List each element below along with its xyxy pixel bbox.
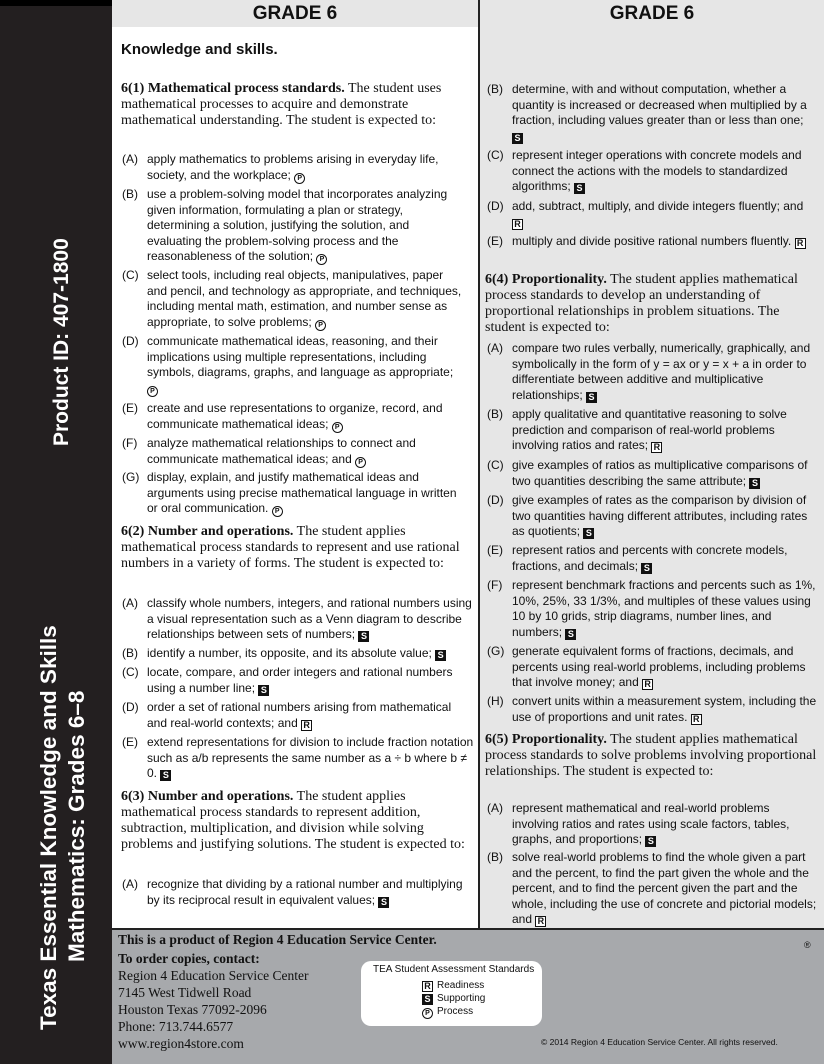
item-letter: (B)	[487, 82, 503, 96]
item-letter: (E)	[487, 543, 503, 557]
supporting-badge-icon: S	[160, 770, 171, 781]
standard-item	[487, 458, 817, 489]
document-title-line2: Mathematics: Grades 6–8	[64, 690, 89, 962]
item-text: multiply and divide positive rational numbers fluently.	[512, 234, 792, 248]
item-text: apply qualitative and quantitative reasoning to solve prediction and comparison of real-world problems involving ratios and rates;	[512, 407, 787, 452]
standard-6-3	[121, 789, 473, 853]
supporting-badge-icon: S	[565, 629, 576, 640]
product-line: This is a product of Region 4 Education Service Center.	[118, 932, 437, 947]
standard-item	[122, 665, 474, 696]
standard-item	[487, 801, 817, 848]
item-text: analyze mathematical relationships to connect and communicate mathematical ideas; and	[147, 436, 416, 466]
legend-label: Readiness	[437, 980, 485, 991]
standard-title: Number and operations.	[147, 524, 294, 539]
process-badge-icon: P	[332, 422, 343, 433]
item-text: compare two rules verbally, numerically, graphically, and symbolically in the form of y = ax or y = x + a in order to differentiate between additive and multiplicative relationships;	[512, 341, 811, 402]
standard-item	[122, 268, 462, 331]
item-letter: (C)	[122, 665, 139, 679]
supporting-badge-icon: S	[583, 528, 594, 539]
item-text: convert units within a measurement system, including the use of proportions and unit rates.	[512, 694, 817, 724]
process-badge-icon: P	[316, 254, 327, 265]
item-letter: (F)	[122, 436, 138, 450]
readiness-badge-icon: R	[651, 442, 662, 453]
item-text: communicate mathematical ideas, reasoning, and their implications using multiple representations, including symbols, diagrams, graphs, and language as appropriate;	[147, 334, 454, 379]
item-text: display, explain, and justify mathematical ideas and arguments using precise mathematical language in written or oral communication.	[147, 470, 457, 515]
item-text: create and use representations to organize, record, and communicate mathematical ideas;	[147, 401, 443, 431]
item-letter: (B)	[122, 646, 138, 660]
item-letter: (A)	[122, 877, 138, 891]
standard-item	[487, 493, 817, 540]
registered-mark: ®	[804, 940, 811, 950]
standard-item	[487, 543, 817, 574]
supporting-badge-icon: S	[258, 685, 269, 696]
process-badge-icon: P	[147, 386, 158, 397]
standard-intro: The student applies mathematical process standards to develop an understanding of proportional relationships in problem situations. The student is expected to:	[485, 272, 798, 335]
item-text: locate, compare, and order integers and rational numbers using a number line;	[147, 665, 453, 695]
standard-item	[487, 82, 815, 144]
item-text: identify a number, its opposite, and its absolute value;	[147, 646, 432, 660]
legend-item	[422, 1006, 473, 1019]
standard-item	[122, 470, 462, 517]
item-text: represent ratios and percents with concrete models, fractions, and decimals;	[512, 543, 788, 573]
item-letter: (E)	[122, 735, 138, 749]
item-letter: (D)	[122, 334, 139, 348]
standard-item	[487, 407, 817, 454]
item-letter: (B)	[122, 187, 138, 201]
item-letter: (D)	[487, 493, 504, 507]
readiness-badge-icon: R	[535, 916, 546, 927]
item-letter: (A)	[487, 341, 503, 355]
item-letter: (E)	[487, 234, 503, 248]
standard-title: Number and operations.	[147, 789, 294, 804]
item-letter: (A)	[122, 152, 138, 166]
supporting-badge-icon: S	[574, 183, 585, 194]
standard-number: 6(1)	[121, 81, 145, 96]
standard-item	[487, 578, 817, 640]
supporting-badge-icon: S	[435, 650, 446, 661]
readiness-badge-icon: R	[422, 981, 433, 992]
standard-item	[487, 644, 817, 691]
item-letter: (C)	[487, 148, 504, 162]
legend-item	[422, 980, 484, 992]
item-letter: (E)	[122, 401, 138, 415]
standard-6-4	[485, 272, 819, 336]
item-text: represent integer operations with concrete models and connect the actions with the models to standardized algorithms;	[512, 148, 802, 193]
readiness-badge-icon: R	[795, 238, 806, 249]
supporting-badge-icon: S	[586, 392, 597, 403]
readiness-badge-icon: R	[512, 219, 523, 230]
process-badge-icon: P	[355, 457, 366, 468]
item-letter: (H)	[487, 694, 504, 708]
column-divider	[478, 0, 480, 928]
standard-item	[122, 700, 474, 731]
standard-number: 6(5)	[485, 732, 509, 747]
item-text: apply mathematics to problems arising in everyday life, society, and the workplace;	[147, 152, 439, 182]
supporting-badge-icon: S	[645, 836, 656, 847]
address-line-1: Region 4 Education Service Center	[118, 968, 309, 983]
readiness-badge-icon: R	[691, 714, 702, 725]
standard-item	[122, 187, 462, 265]
document-title-line1: Texas Essential Knowledge and Skills	[36, 625, 61, 1030]
readiness-badge-icon: R	[642, 679, 653, 690]
legend-label: Process	[437, 1006, 474, 1017]
item-letter: (D)	[487, 199, 504, 213]
item-letter: (A)	[122, 596, 138, 610]
item-text: generate equivalent forms of fractions, decimals, and percents using real-world problems, including problems that involve money; and	[512, 644, 806, 689]
process-badge-icon: P	[294, 173, 305, 184]
item-text: represent mathematical and real-world problems involving ratios and rates using scale factors, tables, graphs, and proportions;	[512, 801, 790, 846]
item-letter: (G)	[487, 644, 505, 658]
item-letter: (B)	[487, 407, 503, 421]
copyright: © 2014 Region 4 Education Service Center. All rights reserved.	[541, 1037, 778, 1047]
process-badge-icon: P	[272, 506, 283, 517]
phone: Phone: 713.744.6577	[118, 1019, 234, 1034]
address-line-2: 7145 West Tidwell Road	[118, 985, 252, 1000]
standard-item	[122, 334, 462, 397]
supporting-badge-icon: S	[378, 897, 389, 908]
supporting-badge-icon: S	[641, 563, 652, 574]
standard-6-5	[485, 732, 819, 780]
standard-number: 6(4)	[485, 272, 509, 287]
order-label: To order copies, contact:	[118, 951, 260, 966]
item-letter: (A)	[487, 801, 503, 815]
item-text: order a set of rational numbers arising from mathematical and real-world contexts; and	[147, 700, 452, 730]
item-text: use a problem-solving model that incorporates analyzing given information, formulating a plan or strategy, determining a solution, justifying the solution, and evaluating the problem-solving process and the reasonableness of the solution;	[147, 187, 448, 263]
item-text: select tools, including real objects, manipulatives, paper and pencil, and technology as appropriate, and techniques, including mental math, estimation, and number sense as appropriate, to solve problems;	[147, 268, 462, 329]
website-link[interactable]: www.region4store.com	[118, 1036, 244, 1051]
item-letter: (C)	[487, 458, 504, 472]
grade-header-left: GRADE 6	[112, 0, 478, 27]
standard-title: Mathematical process standards.	[147, 81, 345, 96]
process-badge-icon: P	[422, 1008, 433, 1019]
item-letter: (C)	[122, 268, 139, 282]
standard-intro: The student uses mathematical processes to acquire and demonstrate mathematical understanding. The student is expected to:	[121, 81, 442, 128]
standard-title: Proportionality.	[511, 732, 607, 747]
standard-item	[122, 152, 462, 184]
standard-title: Proportionality.	[511, 272, 607, 287]
item-letter: (B)	[487, 850, 503, 864]
item-text: give examples of ratios as multiplicative comparisons of two quantities describing the same attribute;	[512, 458, 808, 488]
readiness-badge-icon: R	[301, 720, 312, 731]
standard-item	[487, 341, 817, 403]
product-id: Product ID: 407-1800	[50, 238, 73, 446]
standard-item	[487, 199, 815, 230]
knowledge-skills-heading: Knowledge and skills.	[121, 41, 278, 58]
standard-number: 6(2)	[121, 524, 145, 539]
standard-item	[122, 735, 474, 782]
item-text: add, subtract, multiply, and divide integers fluently; and	[512, 199, 804, 213]
legend-label: Supporting	[437, 993, 486, 1004]
address-line-3: Houston Texas 77092-2096	[118, 1002, 267, 1017]
item-text: recognize that dividing by a rational number and multiplying by its reciprocal result in equivalent values;	[147, 877, 463, 907]
item-letter: (F)	[487, 578, 503, 592]
item-letter: (G)	[122, 470, 140, 484]
standard-item	[122, 646, 474, 662]
standard-item	[122, 401, 462, 433]
supporting-badge-icon: S	[749, 478, 760, 489]
legend-title: TEA Student Assessment Standards	[373, 964, 535, 975]
item-text: represent benchmark fractions and percents such as 1%, 10%, 25%, 33 1/3%, and multiples of these values using 10 by 10 grids, strip diagrams, number lines, and numbers;	[512, 578, 816, 639]
standard-6-2	[121, 524, 475, 572]
standard-intro: The student applies mathematical process standards to represent addition, subtraction, multiplication, and division while solving problems and justifying solutions. The student is expected to:	[121, 789, 465, 852]
standard-item	[487, 234, 815, 250]
legend-item	[422, 993, 485, 1005]
standard-item	[487, 850, 817, 928]
standard-intro: The student applies mathematical process standards to represent and use rational numbers in a variety of forms. The student is expected to:	[121, 524, 460, 571]
supporting-badge-icon: S	[422, 994, 433, 1005]
grade-header-right: GRADE 6	[480, 0, 824, 27]
sidebar-top-bar	[0, 0, 112, 6]
item-text: classify whole numbers, integers, and rational numbers using a visual representation such as a Venn diagram to describe relationships between sets of numbers;	[147, 596, 472, 641]
process-badge-icon: P	[315, 320, 326, 331]
standard-item	[487, 148, 815, 195]
item-text: give examples of rates as the comparison by division of two quantities having different attributes, including rates as quotients;	[512, 493, 808, 538]
supporting-badge-icon: S	[358, 631, 369, 642]
standard-6-1	[121, 81, 473, 129]
item-text: extend representations for division to include fraction notation such as a/b represents the same number as a ÷ b where b ≠ 0.	[147, 735, 474, 780]
standard-item	[122, 596, 474, 643]
item-letter: (D)	[122, 700, 139, 714]
standard-item	[122, 877, 474, 908]
standard-item	[487, 694, 817, 725]
standard-number: 6(3)	[121, 789, 145, 804]
supporting-badge-icon: S	[512, 133, 523, 144]
item-text: solve real-world problems to find the whole given a part and the percent, to find the part given the whole and the percent, and to find the percent given the part and the whole, including the use of concrete and pictorial models; and	[512, 850, 817, 926]
standard-intro: The student applies mathematical process standards to solve problems involving proportional relationships. The student is expected to:	[485, 732, 817, 779]
standard-item	[122, 436, 462, 468]
item-text: determine, with and without computation, whether a quantity is increased or decreased when multiplied by a fraction, including values greater than or less than one;	[512, 82, 807, 127]
